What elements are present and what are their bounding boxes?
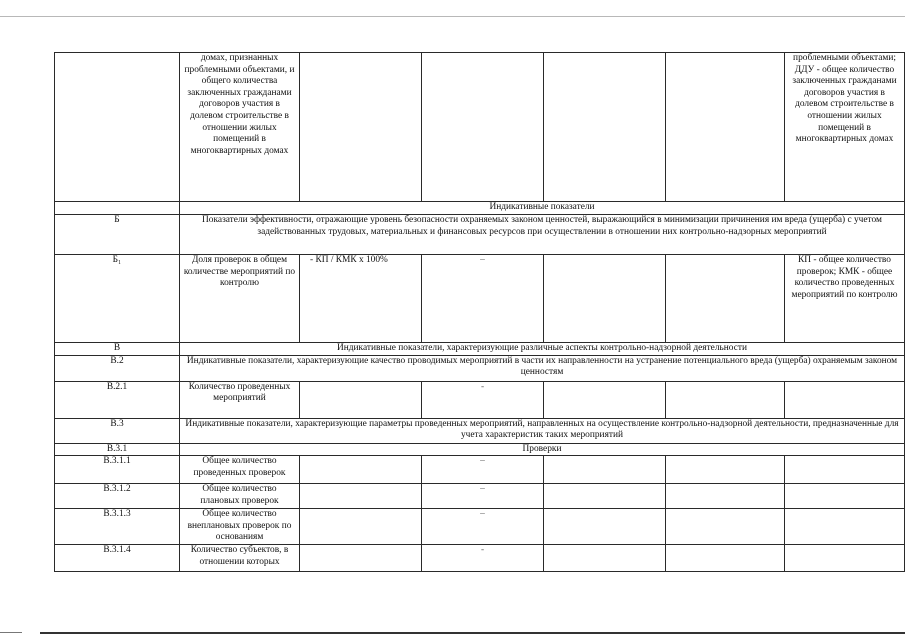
value-cell-6 [666,381,785,418]
table-row [55,53,905,202]
row-code-cell: В.3.1 [55,443,180,456]
row-code-cell: В.3 [55,418,180,443]
table-row [55,544,905,571]
comment-cell [785,484,905,509]
table-section-row [55,202,905,215]
indicator-name-cell: Общее количество плановых проверок [180,484,300,509]
row-code-cell: В.3.1.3 [55,509,180,545]
indicators-table-body [55,53,905,572]
comment-cell [785,456,905,484]
value-cell-4: - [422,381,544,418]
section-title-cell: Индикативные показатели, характеризующие различные аспекты контрольно-надзорной деятельности [180,343,905,356]
row-code-cell: Б [55,215,180,255]
comment-cell: проблемными объектами; ДДУ - общее количество заключенных гражданами договоров участия в долевом строительстве в отношении жилых помещений в многоквартирных домах [785,53,905,202]
indicator-name-cell: домах, признанных проблемными объектами, и общего количества заключенных гражданами договоров участия в долевом строительстве в отношении жилых помещений в многоквартирных домах [180,53,300,202]
value-cell-5 [544,484,666,509]
value-cell-4: – [422,484,544,509]
indicator-name-cell: Количество субъектов, в отношении которых [180,544,300,571]
value-cell-5 [544,509,666,545]
formula-cell [300,456,422,484]
value-cell-6 [666,456,785,484]
page-top-rule [0,16,905,17]
value-cell-5 [544,255,666,343]
value-cell-5 [544,544,666,571]
value-cell-4: – [422,456,544,484]
table-section-row [55,418,905,443]
row-code-cell: В.2.1 [55,381,180,418]
value-cell-5 [544,456,666,484]
formula-cell: - КП / КМК х 100% [300,255,422,343]
comment-cell [785,509,905,545]
table-section-row [55,355,905,381]
row-code-cell: В.3.1.2 [55,484,180,509]
value-cell-6 [666,484,785,509]
value-cell-5 [544,381,666,418]
section-title-cell: Индикативные показатели, характеризующие параметры проведенных мероприятий, направленных на осуществление контрольно-надзорной деятельности, предназначенные для учета характеристик таких мероприятий [180,418,905,443]
value-cell-5 [544,53,666,202]
row-code-cell: В.2 [55,355,180,381]
formula-cell [300,484,422,509]
section-title-cell: Проверки [180,443,905,456]
formula-cell [300,381,422,418]
value-cell-4: - [422,544,544,571]
section-title-cell: Показатели эффективности, отражающие уровень безопасности охраняемых законом ценностей, выражающийся в минимизации причинения им вреда (ущерба) с учетом задействованных трудовых, материальных и финансовых ресурсов при осуществлении в отношении них контрольно-надзорных мероприятий [180,215,905,255]
table-section-row [55,215,905,255]
indicator-name-cell: Количество проведенных мероприятий [180,381,300,418]
value-cell-6 [666,255,785,343]
row-code-cell: В [55,343,180,356]
page-bottom-rule-short [0,632,22,633]
row-code-cell: В.3.1.4 [55,544,180,571]
indicator-name-cell: Общее количество внеплановых проверок по основаниям [180,509,300,545]
table-section-row [55,343,905,356]
table-row [55,456,905,484]
table-row [55,381,905,418]
indicator-name-cell: Общее количество проведенных проверок [180,456,300,484]
section-title-cell: Индикативные показатели, характеризующие качество проводимых мероприятий в части их направленности на устранение потенциального вреда (ущерба) охраняемым законом ценностям [180,355,905,381]
value-cell-6 [666,509,785,545]
row-code-cell [55,53,180,202]
section-title-cell: Индикативные показатели [180,202,905,215]
formula-cell [300,509,422,545]
comment-cell [785,381,905,418]
formula-cell [300,544,422,571]
value-cell-6 [666,544,785,571]
value-cell-4: – [422,255,544,343]
row-code-cell: Б₁ [55,255,180,343]
page-bottom-rule [40,632,905,634]
table-row [55,255,905,343]
comment-cell [785,544,905,571]
value-cell-4 [422,53,544,202]
table-section-row [55,443,905,456]
value-cell-4: – [422,509,544,545]
value-cell-6 [666,53,785,202]
row-code-cell: В.3.1.1 [55,456,180,484]
row-code-cell [55,202,180,215]
table-row [55,484,905,509]
indicator-name-cell: Доля проверок в общем количестве мероприятий по контролю [180,255,300,343]
indicators-table [54,52,905,572]
comment-cell: КП - общее количество проверок; КМК - общее количество проведенных мероприятий по контролю [785,255,905,343]
table-row [55,509,905,545]
formula-cell [300,53,422,202]
